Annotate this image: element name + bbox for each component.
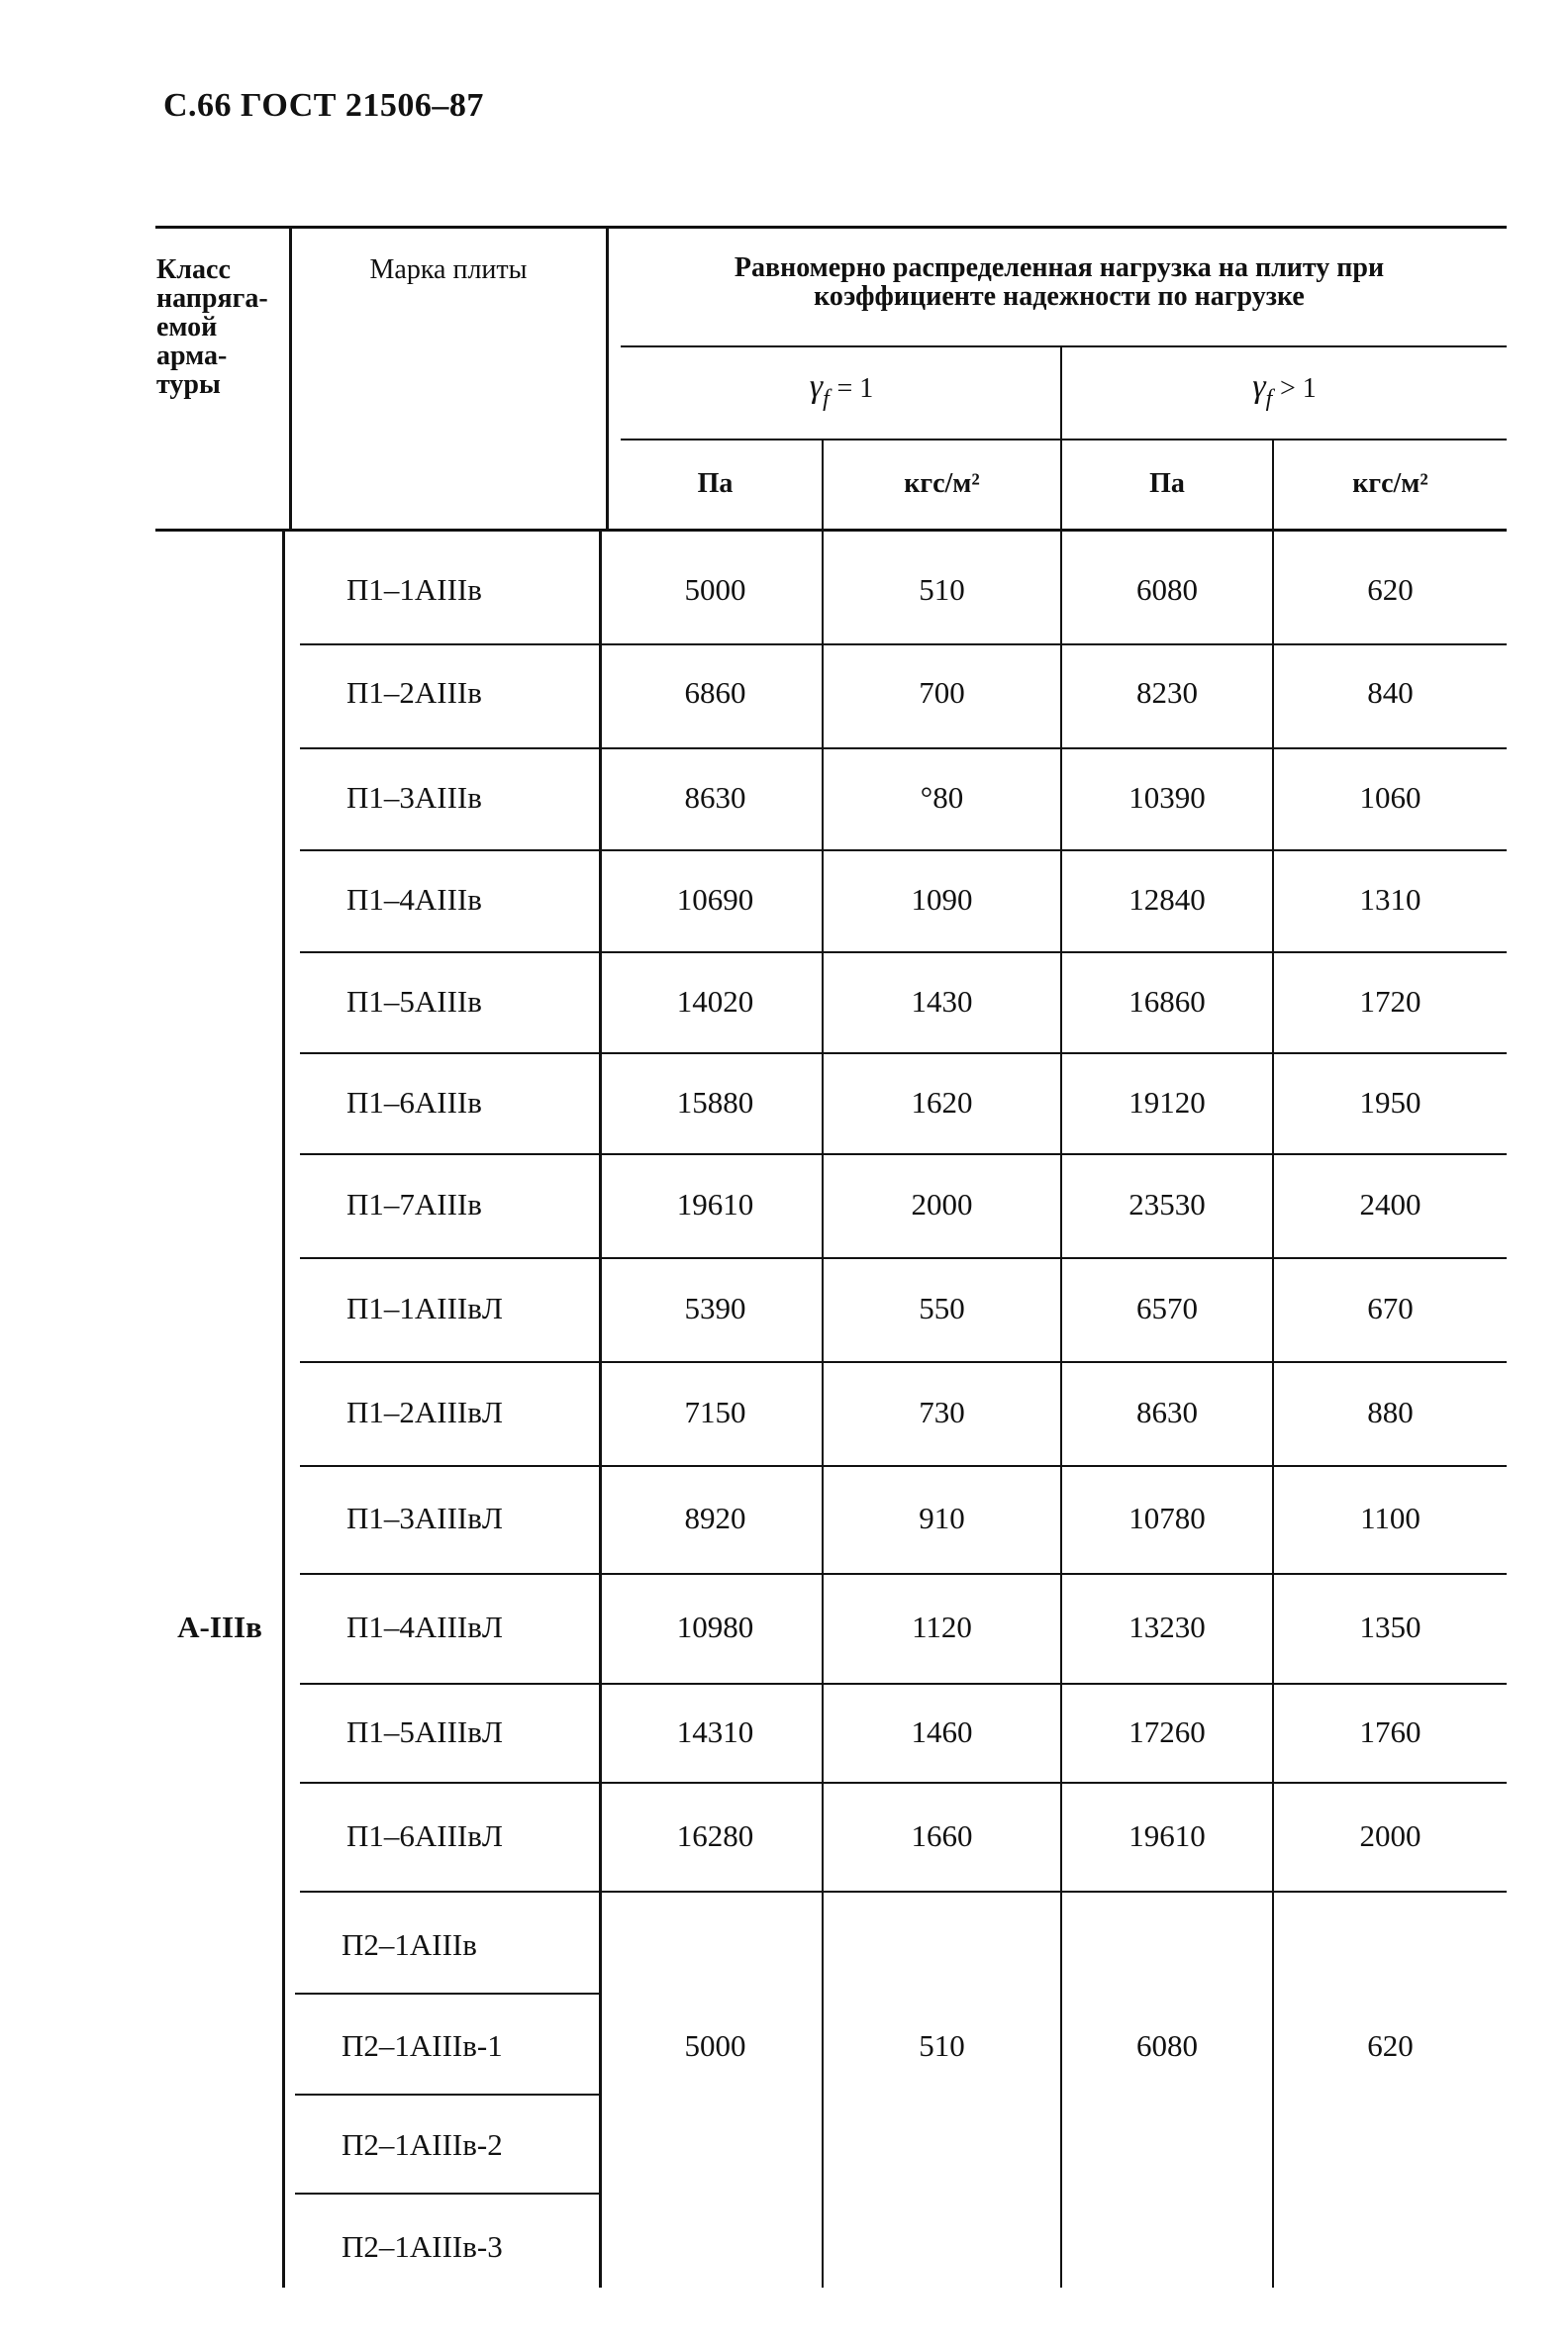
class-column-header: Класс напряга-емой арма-туры — [156, 254, 268, 400]
row-kgs1: 910 — [919, 1501, 965, 1535]
row-pa2: 19120 — [1128, 1085, 1206, 1120]
unit-kgs-1: кгс/м² — [904, 468, 980, 499]
row-pa1: 14310 — [676, 1714, 754, 1749]
row-pa2: 16860 — [1128, 984, 1206, 1019]
row-pa1: 14020 — [676, 984, 754, 1019]
row-pa2: 8630 — [1136, 1395, 1198, 1429]
group-mark: П2–1АIIIв — [342, 1927, 477, 1962]
row-kgs1: 1620 — [911, 1085, 973, 1120]
row-kgs2: 840 — [1367, 675, 1414, 710]
row-mark: П1–4АIIIвЛ — [346, 1610, 503, 1644]
row-mark: П1–3АIIIвЛ — [346, 1501, 503, 1535]
group-pa1: 5000 — [684, 2028, 746, 2063]
unit-pa-2: Па — [1149, 468, 1185, 499]
group-kgs2: 620 — [1367, 2028, 1414, 2063]
row-kgs2: 670 — [1367, 1291, 1414, 1325]
row-kgs2: 1720 — [1359, 984, 1421, 1019]
row-pa1: 15880 — [676, 1085, 754, 1120]
row-mark: П1–1АIIIвЛ — [346, 1291, 503, 1325]
row-kgs1: 1430 — [911, 984, 973, 1019]
row-mark: П1–5АIIIв — [346, 984, 482, 1019]
row-pa1: 5390 — [684, 1291, 746, 1325]
load-column-header: Равномерно распределенная нагрузка на плиту при коэффициенте надежности по нагрузке — [734, 252, 1385, 312]
row-kgs2: 2400 — [1359, 1187, 1421, 1222]
row-kgs2: 620 — [1367, 572, 1414, 607]
row-pa2: 6570 — [1136, 1291, 1198, 1325]
group-pa2: 6080 — [1136, 2028, 1198, 2063]
gamma-f-gt-1-header: $\gamma_f > 1$ — [1252, 368, 1317, 412]
unit-kgs-2: кгс/м² — [1352, 468, 1428, 499]
row-kgs2: 880 — [1367, 1395, 1414, 1429]
row-mark: П1–7АIIIв — [346, 1187, 482, 1222]
row-mark: П1–6АIIIвЛ — [346, 1818, 503, 1853]
row-kgs1: 1460 — [911, 1714, 973, 1749]
row-kgs1: °80 — [920, 780, 964, 815]
row-pa2: 8230 — [1136, 675, 1198, 710]
row-kgs1: 1120 — [912, 1610, 972, 1644]
row-mark: П1–1АIIIв — [346, 572, 482, 607]
row-pa1: 6860 — [684, 675, 746, 710]
row-mark: П1–5АIIIвЛ — [346, 1714, 503, 1749]
row-pa1: 10980 — [676, 1610, 754, 1644]
row-pa1: 8630 — [684, 780, 746, 815]
row-kgs1: 550 — [919, 1291, 965, 1325]
group-mark: П2–1АIIIв-3 — [342, 2229, 503, 2264]
gamma-f-eq-1-header: $\gamma_f = 1$ — [809, 368, 874, 412]
row-kgs1: 700 — [919, 675, 965, 710]
row-pa1: 16280 — [676, 1818, 754, 1853]
row-pa1: 7150 — [684, 1395, 746, 1429]
row-pa2: 12840 — [1128, 882, 1206, 917]
unit-pa-1: Па — [697, 468, 734, 499]
row-pa1: 19610 — [676, 1187, 754, 1222]
row-mark: П1–3АIIIв — [346, 780, 482, 815]
row-pa2: 17260 — [1128, 1714, 1206, 1749]
row-mark: П1–4АIIIв — [346, 882, 482, 917]
row-pa1: 5000 — [684, 572, 746, 607]
row-pa1: 8920 — [684, 1501, 746, 1535]
group-kgs1: 510 — [919, 2028, 965, 2063]
row-pa1: 10690 — [676, 882, 754, 917]
row-kgs2: 1950 — [1359, 1085, 1421, 1120]
row-mark: П1–2АIIIв — [346, 675, 482, 710]
class-value: А-IIIв — [177, 1610, 262, 1644]
row-pa2: 10390 — [1128, 780, 1206, 815]
group-mark: П2–1АIIIв-2 — [342, 2127, 503, 2162]
row-pa2: 23530 — [1128, 1187, 1206, 1222]
mark-column-header: Марка плиты — [369, 254, 528, 285]
row-kgs2: 1310 — [1359, 882, 1421, 917]
row-kgs1: 1090 — [911, 882, 973, 917]
row-kgs2: 1060 — [1359, 780, 1421, 815]
row-mark: П1–6АIIIв — [346, 1085, 482, 1120]
row-pa2: 19610 — [1128, 1818, 1206, 1853]
row-kgs2: 1350 — [1359, 1610, 1421, 1644]
row-pa2: 13230 — [1128, 1610, 1206, 1644]
row-pa2: 10780 — [1128, 1501, 1206, 1535]
row-kgs2: 1100 — [1360, 1501, 1421, 1535]
row-kgs1: 730 — [919, 1395, 965, 1429]
row-kgs2: 1760 — [1359, 1714, 1421, 1749]
row-kgs1: 2000 — [911, 1187, 973, 1222]
row-kgs1: 510 — [919, 572, 965, 607]
row-pa2: 6080 — [1136, 572, 1198, 607]
group-mark: П2–1АIIIв-1 — [342, 2028, 503, 2063]
row-kgs1: 1660 — [911, 1818, 973, 1853]
row-mark: П1–2АIIIвЛ — [346, 1395, 503, 1429]
row-kgs2: 2000 — [1359, 1818, 1421, 1853]
page-header: С.66 ГОСТ 21506–87 — [163, 87, 484, 124]
